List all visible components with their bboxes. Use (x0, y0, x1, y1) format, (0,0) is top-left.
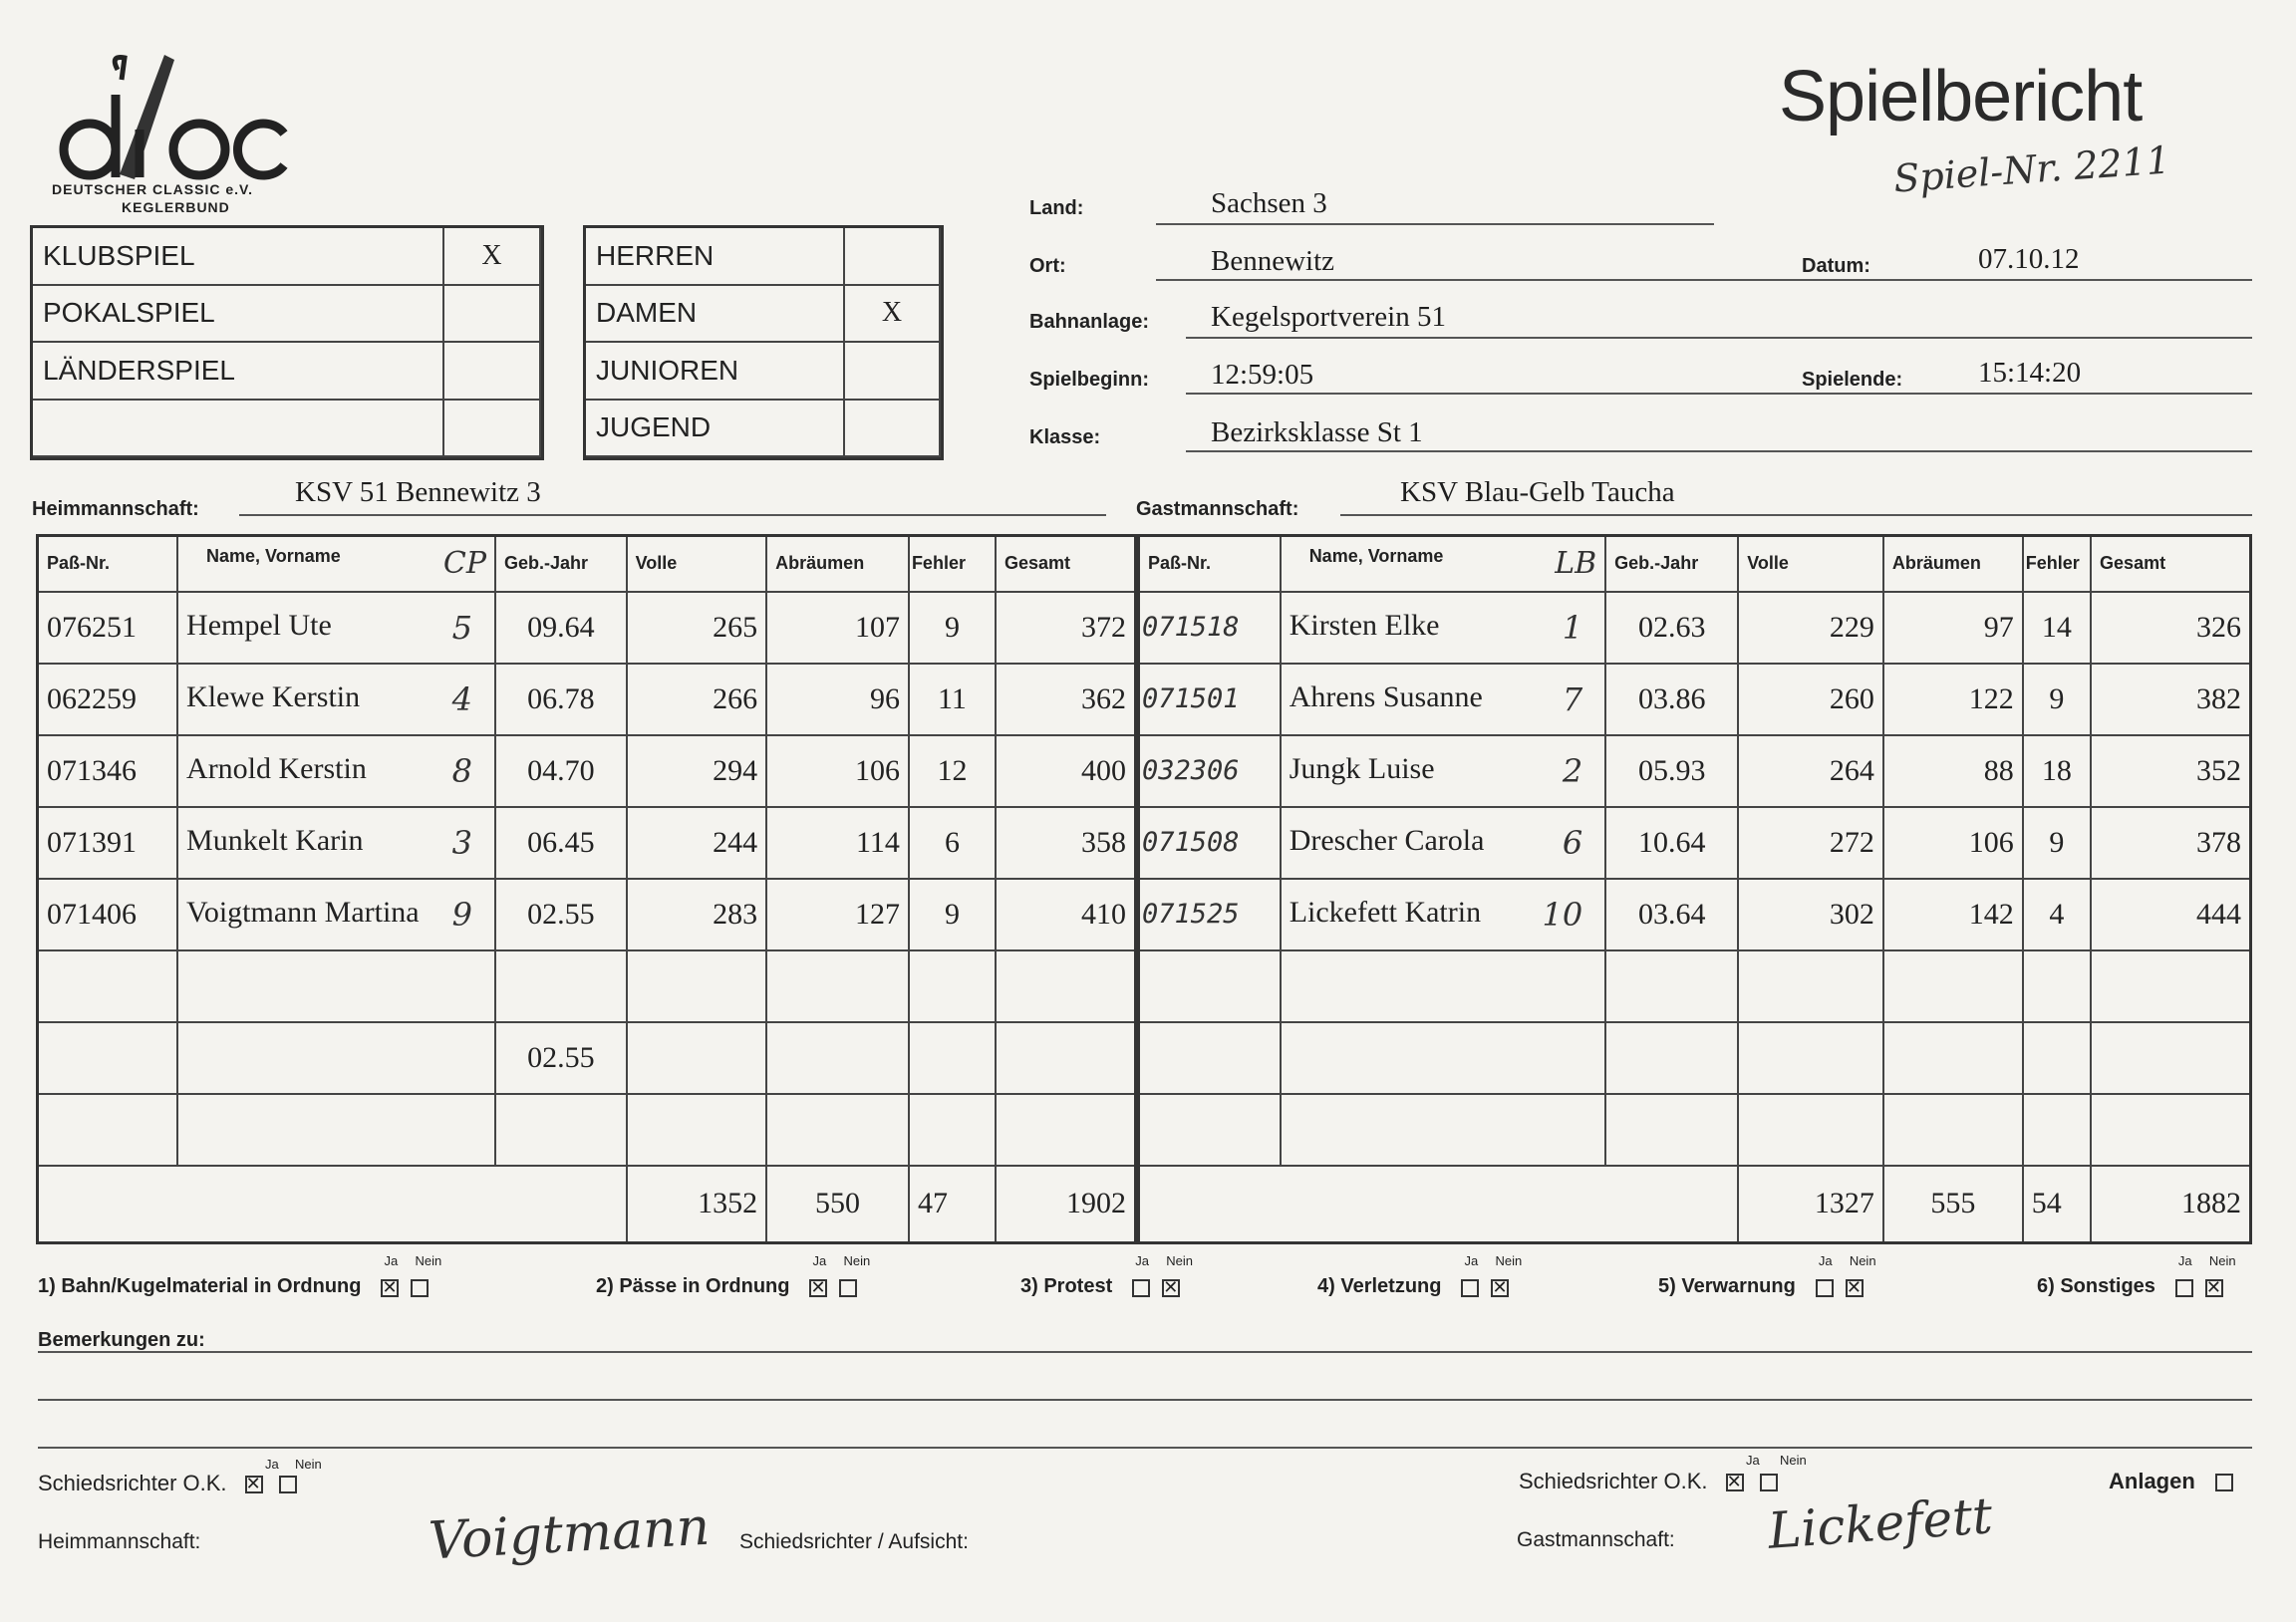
gesamt-cell[interactable]: 326 (2091, 592, 2250, 664)
pass-number-cell[interactable]: 062259 (38, 664, 178, 735)
volle-cell[interactable]: 229 (1738, 592, 1883, 664)
schiri-ok-label: Schiedsrichter O.K. (38, 1471, 227, 1495)
totals-blank-cell (38, 1166, 627, 1243)
fehler-cell[interactable] (2023, 1022, 2091, 1094)
gesamt-cell[interactable]: 378 (2091, 807, 2250, 879)
name-cell[interactable] (177, 735, 495, 807)
total-fehler[interactable]: 47 (909, 1166, 996, 1243)
name-cell[interactable] (177, 1094, 495, 1166)
schiri-ok-home (38, 1471, 297, 1496)
table-row (1139, 1094, 2251, 1166)
page-title: Spielbericht (1779, 57, 2143, 136)
player-name: Lickefett Katrin (1289, 895, 1482, 929)
volle-cell[interactable]: 260 (1738, 664, 1883, 735)
gesamt-cell[interactable]: 382 (2091, 664, 2250, 735)
fehler-cell[interactable]: 9 (2023, 664, 2091, 735)
abraeumen-cell[interactable]: 88 (1883, 735, 2023, 807)
volle-cell[interactable]: 265 (627, 592, 767, 664)
question-item (38, 1252, 442, 1298)
fehler-cell[interactable]: 18 (2023, 735, 2091, 807)
name-cell[interactable] (177, 592, 495, 664)
category-mark[interactable] (845, 228, 941, 286)
ja-label: Ja (1135, 1252, 1149, 1268)
pass-number-cell[interactable] (38, 1094, 178, 1166)
game-type-mark[interactable] (444, 343, 541, 401)
abraeumen-cell[interactable] (1883, 1022, 2023, 1094)
ort-value[interactable]: Bennewitz (1211, 245, 1335, 277)
pass-number-cell[interactable] (1139, 950, 1281, 1022)
home-team-table (36, 534, 1137, 1244)
heimmannschaft-signature-label: Heimmannschaft: (38, 1530, 201, 1553)
header-volle: Volle (1738, 536, 1883, 592)
game-type-label (33, 401, 444, 458)
header-abraeumen: Abräumen (1883, 536, 2023, 592)
pass-number-cell[interactable]: 071391 (38, 807, 178, 879)
game-type-mark[interactable]: X (444, 228, 541, 286)
start-number: 6 (1562, 823, 1583, 862)
datum-value[interactable]: 07.10.12 (1978, 243, 2080, 275)
player-name: Kirsten Elke (1289, 608, 1440, 642)
header-name (1281, 536, 1605, 592)
name-cell[interactable] (1281, 1094, 1605, 1166)
game-type-label: LÄNDERSPIEL (33, 343, 444, 401)
land-value[interactable]: Sachsen 3 (1211, 187, 1327, 219)
pass-number-cell[interactable]: 032306 (1139, 735, 1281, 807)
name-cell[interactable] (177, 1022, 495, 1094)
table-row (1139, 664, 2251, 735)
category-mark[interactable] (845, 401, 941, 458)
table-row (38, 950, 1136, 1022)
gesamt-cell[interactable]: 400 (996, 735, 1136, 807)
ja-label: Ja (2177, 1252, 2192, 1268)
abraeumen-cell[interactable]: 106 (766, 735, 909, 807)
name-cell[interactable] (177, 879, 495, 950)
table-row (1139, 1022, 2251, 1094)
table-row (38, 807, 1136, 879)
birth-year-cell[interactable]: 02.55 (495, 1022, 627, 1094)
pass-number-cell[interactable] (1139, 1022, 1281, 1094)
table-row (1139, 879, 2251, 950)
volle-cell[interactable] (1738, 1094, 1883, 1166)
total-volle[interactable]: 1352 (627, 1166, 767, 1243)
ja-label: Ja (812, 1252, 827, 1268)
nein-label: Nein (295, 1457, 322, 1472)
ja-checkbox[interactable] (381, 1279, 399, 1297)
guest-header-row (1139, 536, 2251, 592)
pass-number-cell[interactable]: 076251 (38, 592, 178, 664)
ja-label: Ja (1464, 1252, 1479, 1268)
question-label: 4) Verletzung (1317, 1275, 1442, 1297)
table-row (38, 1094, 1136, 1166)
start-number: 3 (451, 823, 473, 862)
abraeumen-cell[interactable] (766, 1094, 909, 1166)
birth-year-cell[interactable] (1605, 950, 1738, 1022)
pass-number-cell[interactable]: 071508 (1139, 807, 1281, 879)
birth-year-cell[interactable]: 06.78 (495, 664, 627, 735)
name-cell[interactable] (177, 950, 495, 1022)
header-name (177, 536, 495, 592)
player-name: Ahrens Susanne (1289, 679, 1483, 713)
ja-label: Ja (1818, 1252, 1833, 1268)
fehler-cell[interactable]: 6 (909, 807, 996, 879)
pass-number-cell[interactable]: 071406 (38, 879, 178, 950)
game-type-label: KLUBSPIEL (33, 228, 444, 286)
fehler-cell[interactable] (2023, 1094, 2091, 1166)
game-type-label: POKALSPIEL (33, 286, 444, 344)
question-label: 2) Pässe in Ordnung (596, 1275, 790, 1297)
header-geb: Geb.-Jahr (1605, 536, 1738, 592)
ja-checkbox[interactable] (1816, 1279, 1834, 1297)
abraeumen-cell[interactable]: 96 (766, 664, 909, 735)
birth-year-cell[interactable]: 02.55 (495, 879, 627, 950)
schiedsrichter-aufsicht-label: Schiedsrichter / Aufsicht: (739, 1530, 969, 1553)
gesamt-cell[interactable] (2091, 1022, 2250, 1094)
spielende-label: Spielende: (1802, 369, 1903, 391)
total-abraeumen[interactable]: 550 (766, 1166, 909, 1243)
question-item (596, 1252, 871, 1298)
guest-signature: Lickefett (1766, 1487, 1995, 1560)
birth-year-cell[interactable]: 03.64 (1605, 879, 1738, 950)
name-cell[interactable] (177, 807, 495, 879)
header-pass: Paß-Nr. (38, 536, 178, 592)
start-number: 4 (451, 679, 473, 718)
schiri-ok-nein-checkbox[interactable] (279, 1476, 297, 1493)
schiri-ok-label: Schiedsrichter O.K. (1519, 1469, 1708, 1493)
name-cell[interactable] (1281, 664, 1605, 735)
category-label: HERREN (586, 228, 845, 286)
gastmannschaft-label: Gastmannschaft: (1136, 498, 1299, 520)
nein-label: Nein (1495, 1252, 1523, 1268)
guest-team-table (1137, 534, 2252, 1244)
pass-number-cell[interactable]: 071525 (1139, 879, 1281, 950)
category-box (583, 225, 944, 460)
birth-year-cell[interactable]: 03.86 (1605, 664, 1738, 735)
abraeumen-cell[interactable]: 114 (766, 807, 909, 879)
ort-label: Ort: (1029, 255, 1066, 277)
nein-label: Nein (415, 1252, 442, 1268)
header-gesamt: Gesamt (996, 536, 1136, 592)
table-row (38, 735, 1136, 807)
name-cell[interactable] (1281, 950, 1605, 1022)
name-cell[interactable] (177, 664, 495, 735)
volle-cell[interactable] (627, 950, 767, 1022)
volle-cell[interactable]: 264 (1738, 735, 1883, 807)
start-number: 7 (1562, 679, 1583, 718)
header-gesamt: Gesamt (2091, 536, 2250, 592)
nein-checkbox[interactable] (2205, 1279, 2223, 1297)
team-code: CP (442, 546, 487, 582)
abraeumen-cell[interactable]: 106 (1883, 807, 2023, 879)
heimmannschaft-value[interactable]: KSV 51 Bennewitz 3 (295, 476, 541, 508)
nein-checkbox[interactable] (1162, 1279, 1180, 1297)
start-number: 8 (451, 751, 473, 790)
volle-cell[interactable]: 272 (1738, 807, 1883, 879)
anlagen-label: Anlagen (2109, 1469, 2195, 1493)
ja-checkbox[interactable] (809, 1279, 827, 1297)
table-row (1139, 807, 2251, 879)
ja-label: Ja (1746, 1453, 1760, 1468)
birth-year-cell[interactable] (1605, 1094, 1738, 1166)
nein-label: Nein (1849, 1252, 1876, 1268)
header-geb: Geb.-Jahr (495, 536, 627, 592)
nein-label: Nein (2208, 1252, 2236, 1268)
schiri-ok-nein-checkbox[interactable] (1760, 1474, 1778, 1491)
name-cell[interactable] (1281, 807, 1605, 879)
birth-year-cell[interactable]: 09.64 (495, 592, 627, 664)
question-item (2037, 1252, 2236, 1298)
category-label: JUGEND (586, 401, 845, 458)
home-header-row (38, 536, 1136, 592)
nein-checkbox[interactable] (1491, 1279, 1509, 1297)
schiri-ok-ja-checkbox[interactable] (1726, 1474, 1744, 1491)
abraeumen-cell[interactable]: 142 (1883, 879, 2023, 950)
question-item (1317, 1252, 1523, 1298)
dkbc-logo (40, 50, 299, 219)
nein-checkbox[interactable] (839, 1279, 857, 1297)
abraeumen-cell[interactable]: 127 (766, 879, 909, 950)
abraeumen-cell[interactable]: 122 (1883, 664, 2023, 735)
heimmannschaft-label: Heimmannschaft: (32, 498, 199, 520)
ja-label: Ja (384, 1252, 399, 1268)
start-number: 9 (451, 895, 473, 934)
player-name: Hempel Ute (186, 608, 332, 642)
home-signature: Voigtmann (427, 1496, 712, 1572)
game-type-mark[interactable] (444, 286, 541, 344)
nein-checkbox[interactable] (411, 1279, 429, 1297)
total-volle[interactable]: 1327 (1738, 1166, 1883, 1243)
klasse-label: Klasse: (1029, 426, 1101, 448)
category-label: JUNIOREN (586, 343, 845, 401)
volle-cell[interactable] (1738, 950, 1883, 1022)
question-label: 3) Protest (1020, 1275, 1113, 1297)
nein-label: Nein (1780, 1453, 1807, 1468)
name-cell[interactable] (1281, 1022, 1605, 1094)
ja-checkbox[interactable] (2175, 1279, 2193, 1297)
header-name-label: Name, Vorname (206, 546, 341, 567)
klasse-value[interactable]: Bezirksklasse St 1 (1211, 416, 1423, 448)
fehler-cell[interactable]: 9 (909, 879, 996, 950)
totals-blank-cell (1139, 1166, 1739, 1243)
player-name: Voigtmann Martina (186, 895, 420, 929)
gesamt-cell[interactable]: 372 (996, 592, 1136, 664)
schiri-ok-ja-checkbox[interactable] (245, 1476, 263, 1493)
question-label: 5) Verwarnung (1658, 1275, 1796, 1297)
gastmannschaft-value[interactable]: KSV Blau-Gelb Taucha (1400, 476, 1675, 508)
fehler-cell[interactable] (2023, 950, 2091, 1022)
table-row (1139, 592, 2251, 664)
gesamt-cell[interactable] (2091, 1094, 2250, 1166)
question-label: 1) Bahn/Kugelmaterial in Ordnung (38, 1275, 362, 1297)
fehler-cell[interactable]: 11 (909, 664, 996, 735)
player-name: Arnold Kerstin (186, 751, 367, 785)
gesamt-cell[interactable] (996, 950, 1136, 1022)
header-name-label: Name, Vorname (1308, 546, 1444, 567)
gesamt-cell[interactable] (996, 1022, 1136, 1094)
abraeumen-cell[interactable]: 107 (766, 592, 909, 664)
player-name: Munkelt Karin (186, 823, 364, 857)
header-pass: Paß-Nr. (1139, 536, 1281, 592)
volle-cell[interactable] (627, 1022, 767, 1094)
spielbeginn-value[interactable]: 12:59:05 (1211, 359, 1314, 391)
fehler-cell[interactable] (909, 1022, 996, 1094)
spielbeginn-label: Spielbeginn: (1029, 369, 1149, 391)
table-row (38, 1022, 1136, 1094)
gesamt-cell[interactable]: 410 (996, 879, 1136, 950)
total-gesamt[interactable]: 1902 (996, 1166, 1136, 1243)
nein-label: Nein (843, 1252, 871, 1268)
logo-subtitle-1: DEUTSCHER CLASSIC e.V. (52, 181, 253, 197)
pass-number-cell[interactable]: 071346 (38, 735, 178, 807)
game-number: Spiel-Nr. 2211 (1891, 137, 2172, 201)
header-volle: Volle (627, 536, 767, 592)
question-label: 6) Sonstiges (2037, 1275, 2155, 1297)
game-type-box (30, 225, 544, 460)
gesamt-cell[interactable]: 358 (996, 807, 1136, 879)
totals-row (38, 1166, 1136, 1243)
totals-row (1139, 1166, 2251, 1243)
name-cell[interactable] (1281, 735, 1605, 807)
name-cell[interactable] (1281, 592, 1605, 664)
abraeumen-cell[interactable] (1883, 1094, 2023, 1166)
pass-number-cell[interactable]: 071518 (1139, 592, 1281, 664)
start-number: 2 (1562, 751, 1583, 790)
birth-year-cell[interactable]: 06.45 (495, 807, 627, 879)
total-gesamt[interactable]: 1882 (2091, 1166, 2250, 1243)
table-row (38, 664, 1136, 735)
spielende-value[interactable]: 15:14:20 (1978, 357, 2082, 389)
total-abraeumen[interactable]: 555 (1883, 1166, 2023, 1243)
start-number: 1 (1562, 608, 1583, 647)
bemerkungen-label: Bemerkungen zu: (38, 1329, 205, 1351)
logo-subtitle-2: KEGLERBUND (122, 199, 230, 215)
volle-cell[interactable]: 302 (1738, 879, 1883, 950)
volle-cell[interactable]: 294 (627, 735, 767, 807)
abraeumen-cell[interactable]: 97 (1883, 592, 2023, 664)
start-number: 10 (1542, 895, 1583, 934)
land-label: Land: (1029, 197, 1084, 219)
total-fehler[interactable]: 54 (2023, 1166, 2091, 1243)
table-row (38, 592, 1136, 664)
table-row (1139, 735, 2251, 807)
bahnanlage-value[interactable]: Kegelsportverein 51 (1211, 301, 1446, 333)
header-fehler: Fehler (2023, 536, 2091, 592)
ja-checkbox[interactable] (1461, 1279, 1479, 1297)
abraeumen-cell[interactable] (766, 950, 909, 1022)
anlagen-checkbox[interactable] (2215, 1474, 2233, 1491)
fehler-cell[interactable]: 9 (909, 592, 996, 664)
category-mark[interactable] (845, 343, 941, 401)
fehler-cell[interactable] (909, 950, 996, 1022)
name-cell[interactable] (1281, 879, 1605, 950)
game-type-mark[interactable] (444, 401, 541, 458)
pass-number-cell[interactable] (38, 950, 178, 1022)
category-label: DAMEN (586, 286, 845, 344)
gesamt-cell[interactable]: 352 (2091, 735, 2250, 807)
fehler-cell[interactable]: 4 (2023, 879, 2091, 950)
fehler-cell[interactable]: 9 (2023, 807, 2091, 879)
gesamt-cell[interactable] (996, 1094, 1136, 1166)
gesamt-cell[interactable] (2091, 950, 2250, 1022)
header-fehler: Fehler (909, 536, 996, 592)
volle-cell[interactable]: 283 (627, 879, 767, 950)
bahnanlage-label: Bahnanlage: (1029, 311, 1150, 333)
pass-number-cell[interactable] (1139, 1094, 1281, 1166)
ja-label: Ja (265, 1457, 279, 1472)
table-row (38, 879, 1136, 950)
birth-year-cell[interactable]: 05.93 (1605, 735, 1738, 807)
volle-cell[interactable] (1738, 1022, 1883, 1094)
fehler-cell[interactable]: 14 (2023, 592, 2091, 664)
birth-year-cell[interactable] (495, 950, 627, 1022)
volle-cell[interactable]: 266 (627, 664, 767, 735)
pass-number-cell[interactable]: 071501 (1139, 664, 1281, 735)
nein-checkbox[interactable] (1846, 1279, 1864, 1297)
fehler-cell[interactable]: 12 (909, 735, 996, 807)
volle-cell[interactable] (627, 1094, 767, 1166)
player-name: Jungk Luise (1289, 751, 1435, 785)
header-abraeumen: Abräumen (766, 536, 909, 592)
team-code: LB (1555, 546, 1597, 582)
birth-year-cell[interactable] (1605, 1022, 1738, 1094)
birth-year-cell[interactable]: 04.70 (495, 735, 627, 807)
ja-checkbox[interactable] (1132, 1279, 1150, 1297)
category-mark[interactable]: X (845, 286, 941, 344)
player-name: Drescher Carola (1289, 823, 1485, 857)
pass-number-cell[interactable] (38, 1022, 178, 1094)
anlagen (2109, 1469, 2233, 1494)
fehler-cell[interactable] (909, 1094, 996, 1166)
birth-year-cell[interactable]: 02.63 (1605, 592, 1738, 664)
gesamt-cell[interactable]: 362 (996, 664, 1136, 735)
gastmannschaft-signature-label: Gastmannschaft: (1517, 1528, 1675, 1551)
birth-year-cell[interactable]: 10.64 (1605, 807, 1738, 879)
abraeumen-cell[interactable] (766, 1022, 909, 1094)
player-name: Klewe Kerstin (186, 679, 361, 713)
question-item (1658, 1252, 1876, 1298)
start-number: 5 (451, 608, 473, 647)
schiri-ok-guest (1519, 1469, 1778, 1494)
question-item (1020, 1252, 1193, 1298)
volle-cell[interactable]: 244 (627, 807, 767, 879)
datum-label: Datum: (1802, 255, 1870, 277)
nein-label: Nein (1166, 1252, 1193, 1268)
birth-year-cell[interactable] (495, 1094, 627, 1166)
table-row (1139, 950, 2251, 1022)
abraeumen-cell[interactable] (1883, 950, 2023, 1022)
gesamt-cell[interactable]: 444 (2091, 879, 2250, 950)
